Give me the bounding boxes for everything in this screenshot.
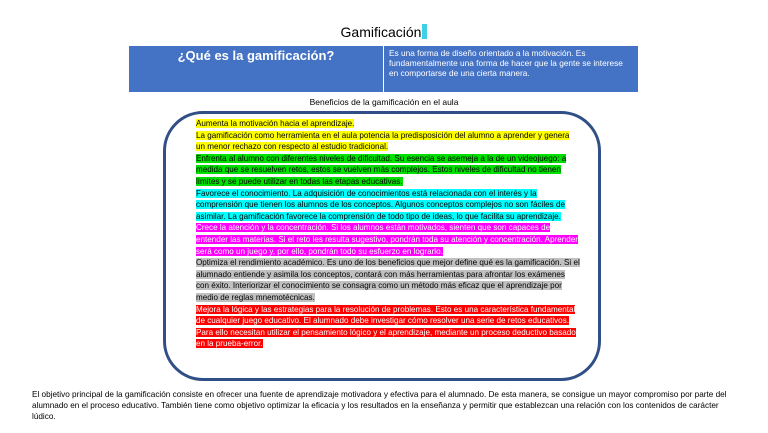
definition-answer: Es una forma de diseño orientado a la motivación. Es fundamentalmente una forma de hacer que la gente se interese en comportarse de una cierta manera.: [384, 46, 639, 93]
benefit-item: [196, 188, 580, 223]
footer-paragraph: El objetivo principal de la gamificación consiste en ofrecer una fuente de aprendizaje motivadora y efectiva para el alumnado. De esta manera, se consigue un mayor compromiso por parte del alumnado en el proceso educativo. También tiene como objetivo optimizar la eficacia y los resultados en la enseñanza y permitir que establezcan una relación con los contenidos de carácter lúdico.: [32, 390, 727, 421]
benefits-list: [196, 118, 580, 350]
document-title: Gamificación: [0, 24, 768, 40]
benefit-item: [196, 304, 580, 350]
benefit-text: Aumenta la motivación hacia el aprendizaje.: [196, 119, 355, 128]
benefit-item: [196, 257, 580, 303]
benefit-item: [196, 222, 580, 257]
benefit-text: Favorece el conocimiento. La adquisición de conocimientos está relacionada con el interés y la comprensión que tienen los alumnos de los conceptos. Algunos conceptos complejos no son fáciles de asimilar. La gamificación favorece la comprensión de todo tipo de ideas, lo que facilita su aprendizaje.: [196, 188, 565, 221]
benefit-text: Optimiza el rendimiento académico. Es uno de los beneficios que mejor define qué es la gamificación. Si el alumnado entiende y asimila los conceptos, contará con más herramientas para afrontar los exámenes con éxito. Interiorizar el conocimiento se consagra como un método más eficaz que el aprendizaje por medio de reglas mnemotécnicas.: [196, 258, 580, 302]
text-cursor: [422, 24, 427, 39]
benefit-item: [196, 153, 580, 188]
benefits-subtitle: Beneficios de la gamificación en el aula: [309, 97, 459, 107]
benefit-text: Mejora la lógica y las estrategias para la resolución de problemas. Esto es una característica fundamental de cualquier juego educativo. El alumnado debe investigar cómo resolver una serie de retos educativos. Para ello necesitan utilizar el pensamiento lógico y el aprendizaje, mediante un proceso deductivo basado en la prueba-error.: [196, 304, 576, 349]
benefit-text: Crece la atención y la concentración. Si los alumnos están motivados, sienten que son capaces de entender las materias. Si el reto les resulta sugestivo, pondrán toda su atención y concentración. Aprender será como un juego y, por ello, pondrán todo su esfuerzo en lograrlo.: [196, 223, 578, 256]
definition-table: [128, 45, 639, 93]
benefit-text: La gamificación como herramienta en el aula potencia la predisposición del alumno a aprender y genera un menor rechazo con respecto al estudio tradicional.: [196, 130, 570, 152]
benefit-item: [196, 130, 580, 153]
definition-question: ¿Qué es la gamificación?: [129, 46, 384, 93]
benefit-text: Enfrenta al alumno con diferentes niveles de dificultad. Su esencia se asemeja a la de un videojuego: a medida que se resuelven retos, estos se vuelven más complejos. Estos niveles de dificultad no tienen límites y se puede utilizar en todas las etapas educativas.: [196, 153, 567, 186]
benefit-item: [196, 118, 580, 130]
